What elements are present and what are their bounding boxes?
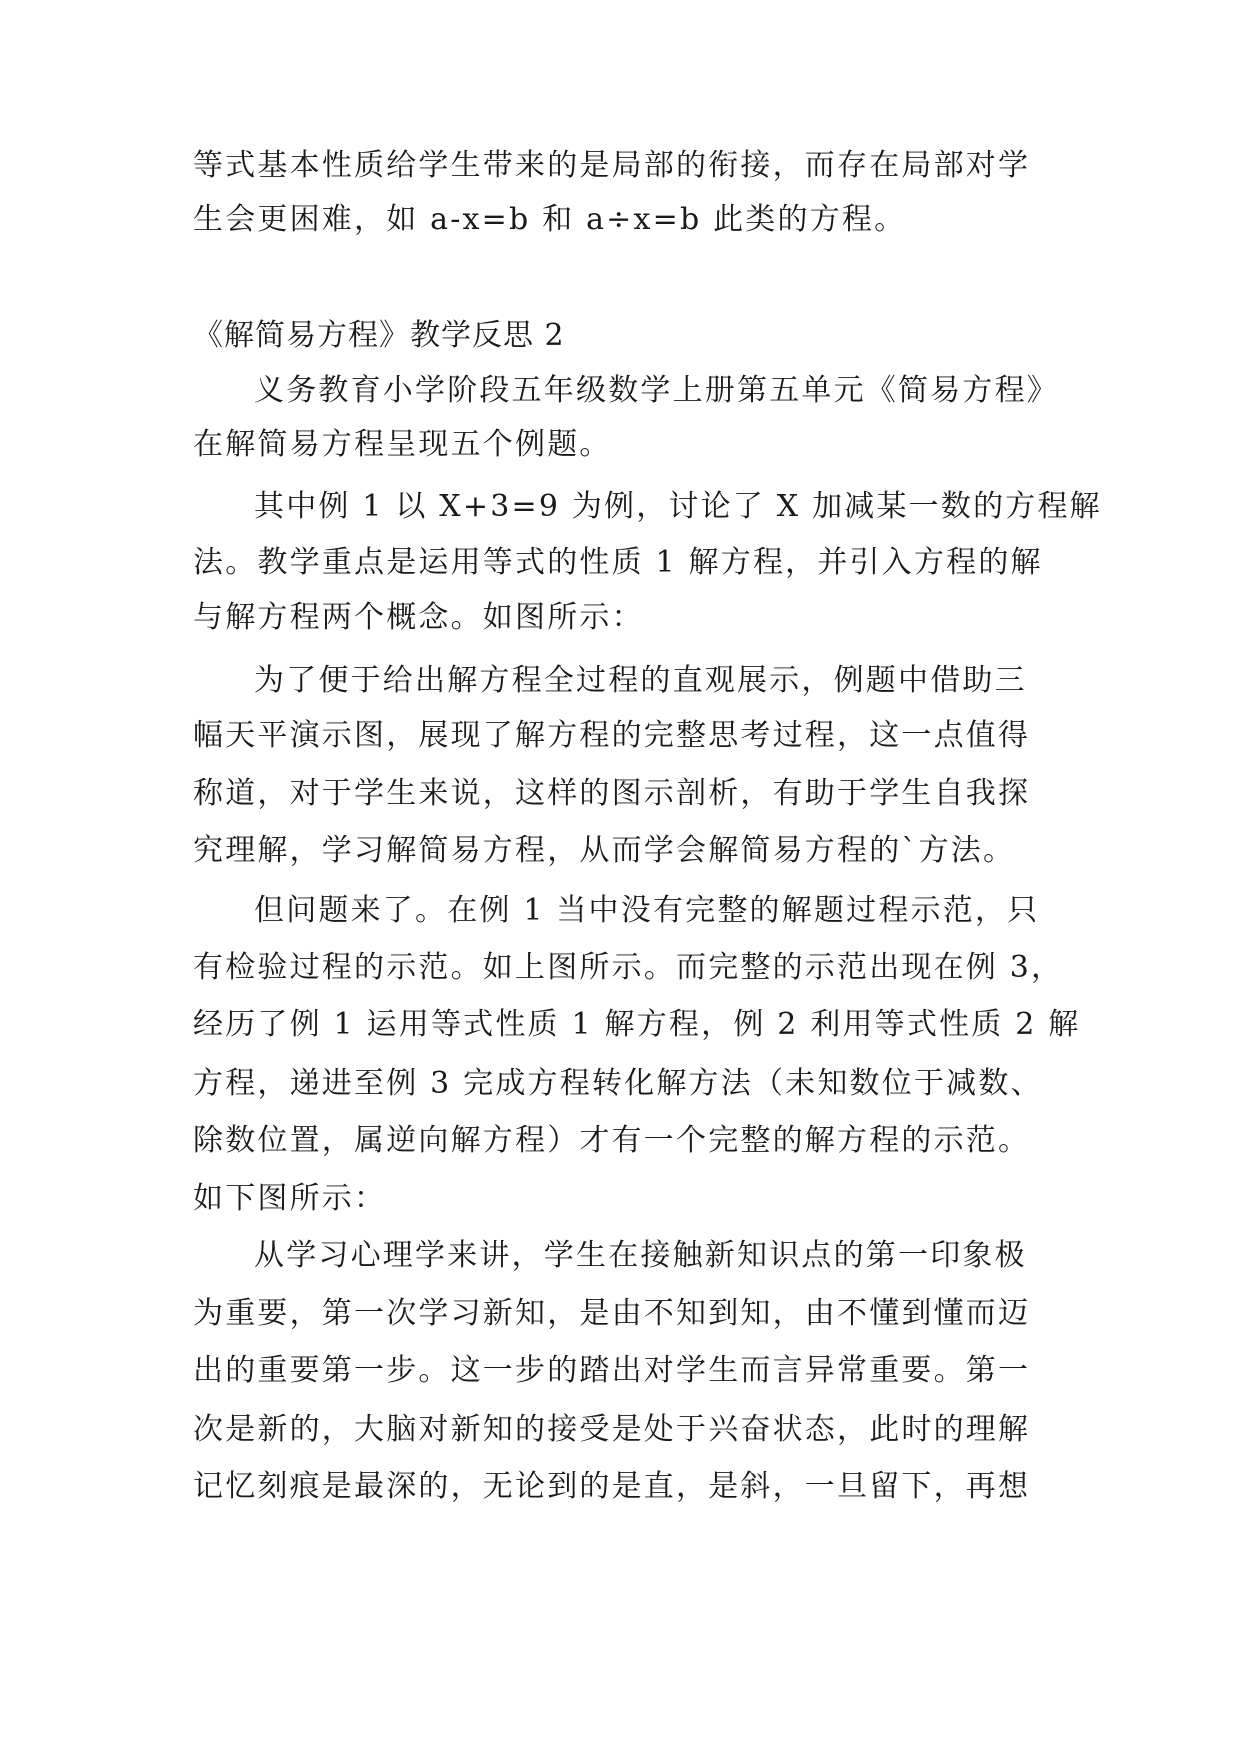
paragraph-line: 除数位置，属逆向解方程）才有一个完整的解方程的示范。 bbox=[193, 1123, 1031, 1158]
paragraph-line: 义务教育小学阶段五年级数学上册第五单元《简易方程》 bbox=[254, 373, 1059, 408]
paragraph-line: 但问题来了。在例 1 当中没有完整的解题过程示范，只 bbox=[254, 893, 1040, 928]
paragraph-line: 究理解，学习解简易方程，从而学会解简易方程的`方法。 bbox=[193, 833, 1016, 868]
intro-line: 生会更困难，如 a-x=b 和 a÷x=b 此类的方程。 bbox=[193, 202, 907, 237]
section-title: 《解简易方程》教学反思 2 bbox=[193, 318, 565, 353]
paragraph-line: 有检验过程的示范。如上图所示。而完整的示范出现在例 3， bbox=[193, 950, 1064, 985]
paragraph-line: 记忆刻痕是最深的，无论到的是直，是斜，一旦留下，再想 bbox=[193, 1469, 1031, 1504]
paragraph-line: 在解简易方程呈现五个例题。 bbox=[193, 427, 612, 462]
paragraph-line: 出的重要第一步。这一步的踏出对学生而言异常重要。第一 bbox=[193, 1353, 1031, 1388]
paragraph-line: 如下图所示： bbox=[193, 1181, 387, 1216]
paragraph-line: 从学习心理学来讲，学生在接触新知识点的第一印象极 bbox=[254, 1238, 1027, 1273]
paragraph-line: 法。教学重点是运用等式的性质 1 解方程，并引入方程的解 bbox=[193, 545, 1043, 580]
paragraph-line: 次是新的，大脑对新知的接受是处于兴奋状态，此时的理解 bbox=[193, 1412, 1031, 1447]
paragraph-line: 为了便于给出解方程全过程的直观展示，例题中借助三 bbox=[254, 663, 1027, 698]
intro-line: 等式基本性质给学生带来的是局部的衔接，而存在局部对学 bbox=[193, 148, 1031, 183]
paragraph-line: 幅天平演示图，展现了解方程的完整思考过程，这一点值得 bbox=[193, 718, 1031, 753]
paragraph-line: 与解方程两个概念。如图所示： bbox=[193, 600, 644, 635]
paragraph-line: 经历了例 1 运用等式性质 1 解方程，例 2 利用等式性质 2 解 bbox=[193, 1007, 1081, 1042]
paragraph-line: 方程，递进至例 3 完成方程转化解方法（未知数位于减数、 bbox=[193, 1066, 1043, 1101]
paragraph-line: 称道，对于学生来说，这样的图示剖析，有助于学生自我探 bbox=[193, 776, 1031, 811]
paragraph-line: 其中例 1 以 X+3=9 为例，讨论了 X 加减某一数的方程解 bbox=[254, 489, 1102, 524]
paragraph-line: 为重要，第一次学习新知，是由不知到知，由不懂到懂而迈 bbox=[193, 1296, 1031, 1331]
